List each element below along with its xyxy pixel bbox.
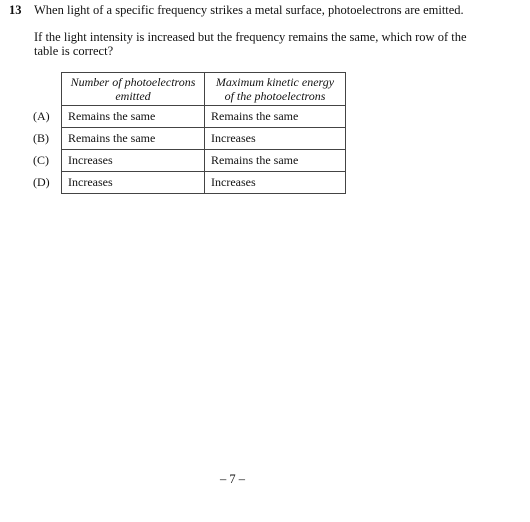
option-cell: Increases <box>62 172 205 194</box>
header-max-kinetic-energy: Maximum kinetic energy of the photoelectrons <box>205 73 346 106</box>
option-row-b[interactable] <box>33 128 346 150</box>
page-number: – 7 – <box>220 472 245 486</box>
option-cell: Increases <box>205 172 346 194</box>
question-number: 13 <box>9 3 22 17</box>
option-letter: (D) <box>33 175 50 189</box>
answer-options <box>33 72 346 194</box>
option-cell: Increases <box>62 150 205 172</box>
option-cell: Remains the same <box>62 106 205 128</box>
option-row-a[interactable] <box>33 106 346 128</box>
answer-table <box>33 72 346 194</box>
option-row-c[interactable] <box>33 150 346 172</box>
option-cell: Remains the same <box>205 106 346 128</box>
table-header-row <box>33 73 346 106</box>
option-letter: (C) <box>33 153 49 167</box>
question-prompt: If the light intensity is increased but the frequency remains the same, which row of the table is correct? <box>34 30 467 58</box>
option-cell: Remains the same <box>205 150 346 172</box>
option-cell: Increases <box>205 128 346 150</box>
header-photoelectron-count: Number of photoelectrons emitted <box>62 73 205 106</box>
option-letter: (A) <box>33 109 50 123</box>
question-stem: When light of a specific frequency strikes a metal surface, photoelectrons are emitted. <box>34 3 464 17</box>
header-spacer <box>33 73 62 106</box>
option-cell: Remains the same <box>62 128 205 150</box>
option-row-d[interactable] <box>33 172 346 194</box>
option-letter: (B) <box>33 131 49 145</box>
